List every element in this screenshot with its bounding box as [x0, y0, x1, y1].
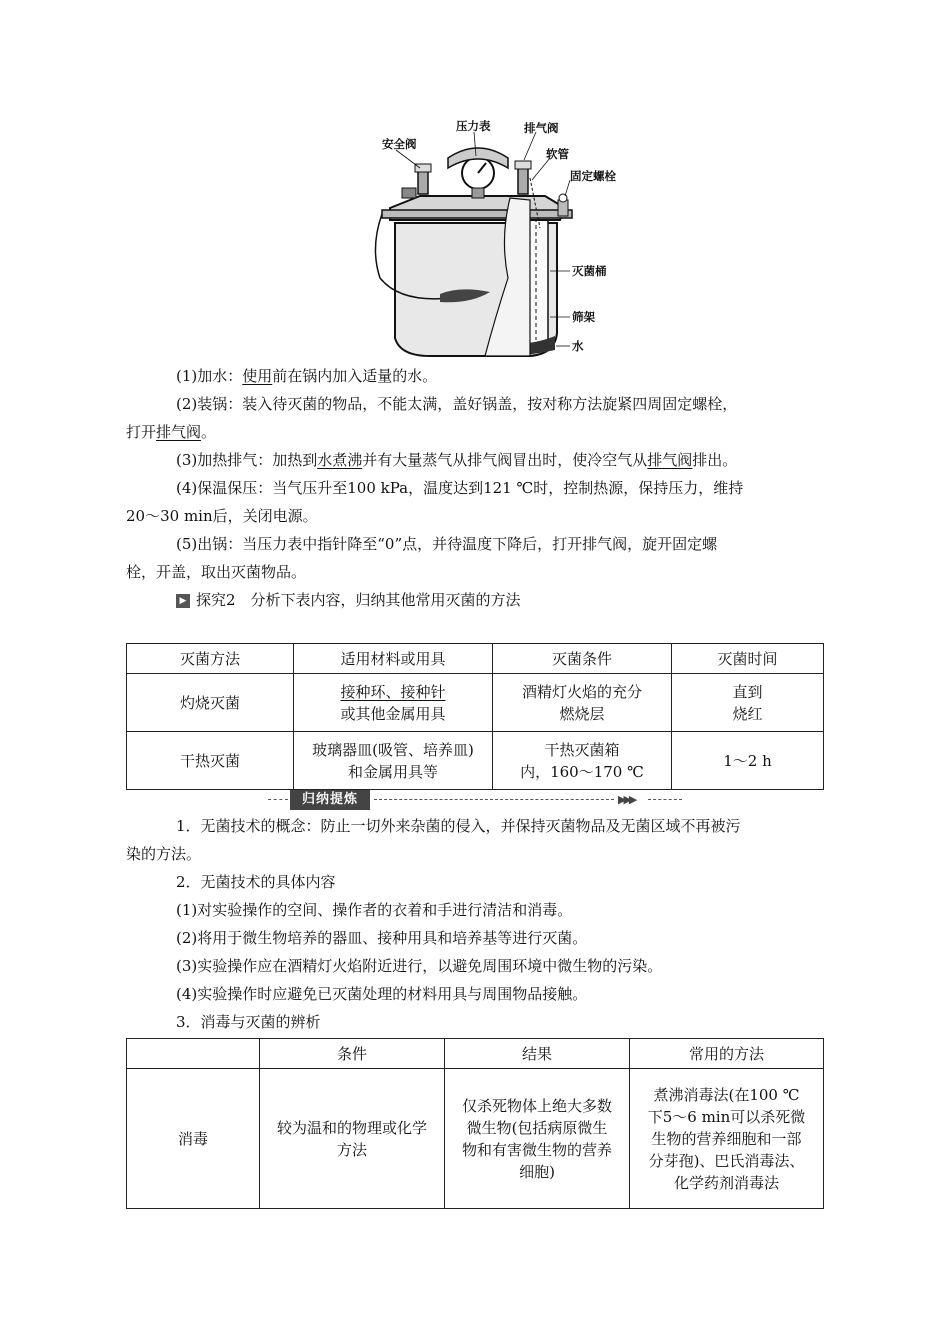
label-sterilizing-barrel: 灭菌桶: [572, 264, 607, 278]
table-cell: 1～2 h: [672, 732, 824, 790]
summary-banner: [268, 790, 688, 810]
play-icon: ▶: [176, 594, 190, 608]
label-water: 水: [572, 339, 584, 353]
summary-p2-3: (3)实验操作应在酒精灯火焰附近进行，以避免周围环境中微生物的污染。: [176, 957, 663, 975]
summary-p1-line1: 1．无菌技术的概念：防止一切外来杂菌的侵入，并保持灭菌物品及无菌区域不再被污: [176, 817, 741, 835]
header-cell: 灭菌条件: [493, 644, 672, 674]
step-4-line2: 20～30 min后，关闭电源。: [126, 507, 318, 525]
summary-p3: 3．消毒与灭菌的辨析: [176, 1013, 321, 1031]
header-cell: [127, 1039, 260, 1069]
step-5-line2: 栓，开盖，取出灭菌物品。: [126, 563, 307, 581]
summary-banner-label: 归纳提炼: [290, 790, 370, 810]
table-cell: 煮沸消毒法(在100 ℃ 下5～6 min可以杀死微 生物的营养细胞和一部 分芽孢)、巴氏消毒法、 化学药剂消毒法: [630, 1069, 824, 1209]
table-header-row: [127, 644, 824, 674]
arrow-icon: ▶▶▶: [618, 793, 635, 806]
header-cell: 适用材料或用具: [294, 644, 493, 674]
step-4-line1: (4)保温保压：当气压升至100 kPa，温度达到121 ℃时，控制热源，保持压力，维持: [176, 479, 744, 497]
table-row: [127, 1069, 824, 1209]
summary-p2: 2．无菌技术的具体内容: [176, 873, 336, 891]
sterilization-methods-table: [126, 643, 824, 790]
step-1: (1)加水：使用前在锅内加入适量的水。: [176, 367, 438, 385]
summary-p2-1: (1)对实验操作的空间、操作者的衣着和手进行清洁和消毒。: [176, 901, 573, 919]
summary-p2-4: (4)实验操作时应避免已灭菌处理的材料用具与周围物品接触。: [176, 985, 588, 1003]
table-cell: 接种环、接种针 或其他金属用具: [294, 674, 493, 732]
step-5-line1: (5)出锅：当压力表中指针降至“0”点，并待温度下降后，打开排气阀，旋开固定螺: [176, 535, 718, 553]
label-pressure-gauge: 压力表: [456, 119, 491, 133]
table-cell: 玻璃器皿(吸管、培养皿) 和金属用具等: [294, 732, 493, 790]
table-cell: 灼烧灭菌: [127, 674, 294, 732]
label-fixing-bolt: 固定螺栓: [570, 169, 616, 183]
label-sieve-rack: 筛架: [572, 310, 595, 324]
header-cell: 灭菌方法: [127, 644, 294, 674]
header-cell: 条件: [260, 1039, 445, 1069]
table-header-row: [127, 1039, 824, 1069]
table-cell: 消毒: [127, 1069, 260, 1209]
step-3: (3)加热排气：加热到水煮沸并有大量蒸气从排气阀冒出时，使冷空气从排气阀排出。: [176, 451, 738, 469]
summary-p1-line2: 染的方法。: [126, 845, 202, 863]
table-cell: 干热灭菌箱 内，160～170 ℃: [493, 732, 672, 790]
table-cell: 酒精灯火焰的充分 燃烧层: [493, 674, 672, 732]
step-2-line1: (2)装锅：装入待灭菌的物品，不能太满，盖好锅盖，按对称方法旋紧四周固定螺栓，: [176, 395, 738, 413]
disinfection-vs-sterilization-table: [126, 1038, 824, 1209]
step-2-line2: 打开排气阀。: [126, 423, 217, 441]
table-cell: 仅杀死物体上绝大多数 微生物(包括病原微生 物和有害微生物的营养 细胞): [445, 1069, 630, 1209]
explore-2-heading: ▶ 探究2 分析下表内容，归纳其他常用灭菌的方法: [176, 588, 876, 612]
summary-p2-2: (2)将用于微生物培养的器皿、接种用具和培养基等进行灭菌。: [176, 929, 588, 947]
table-row: [127, 674, 824, 732]
label-safety-valve: 安全阀: [382, 137, 417, 151]
table-cell: 较为温和的物理或化学 方法: [260, 1069, 445, 1209]
table-cell: 干热灭菌: [127, 732, 294, 790]
label-hose: 软管: [546, 147, 569, 161]
header-cell: 常用的方法: [630, 1039, 824, 1069]
table-row: [127, 732, 824, 790]
header-cell: 灭菌时间: [672, 644, 824, 674]
label-exhaust-valve: 排气阀: [524, 121, 559, 135]
table-cell: 直到 烧红: [672, 674, 824, 732]
autoclave-diagram: [360, 118, 640, 363]
header-cell: 结果: [445, 1039, 630, 1069]
